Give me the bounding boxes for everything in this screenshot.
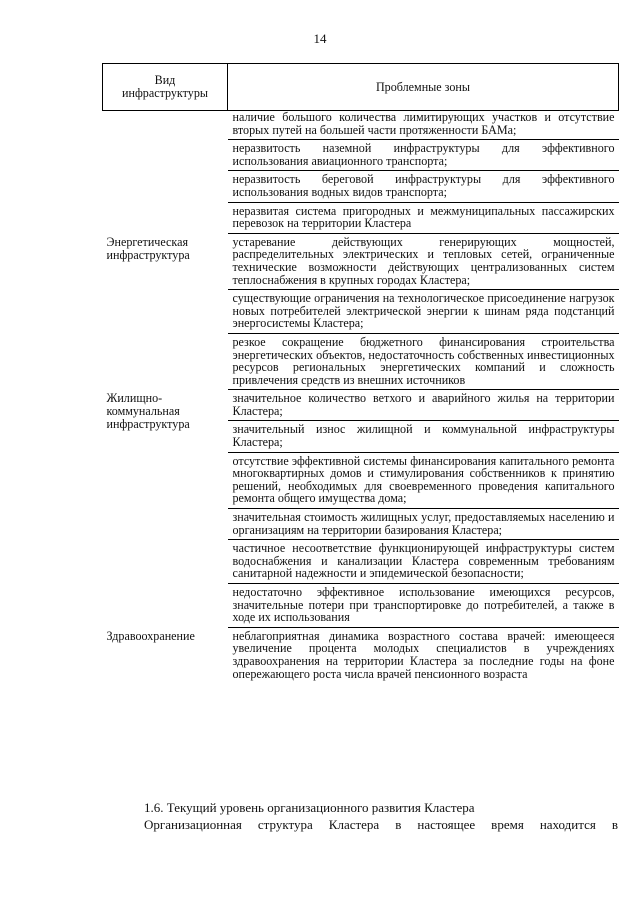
problem-item: отсутствие эффективной системы финансирования капитального ремонта многоквартирных домов и стимулирования собственников к принятию решений, необходимых для своевременного проведения капитального ремонта общего имущества дома; (228, 452, 619, 508)
header-problem-zones: Проблемные зоны (228, 64, 619, 111)
problem-zones-cell (228, 627, 619, 683)
problem-item: резкое сокращение бюджетного финансирования строительства энергетических объектов, недостаточность собственных инвестиционных ресурсов региональных энергетических компаний и сложность привлечения средств из внешних источников (228, 333, 619, 389)
problem-item: значительный износ жилищной и коммунальной инфраструктуры Кластера; (228, 420, 619, 451)
header-type-line-1: Вид (154, 73, 176, 87)
problem-item: недостаточно эффективное использование имеющихся ресурсов, значительные потери при транспортировке до потребителей, а также в ходе их использования (228, 583, 619, 627)
table-row (103, 627, 619, 683)
infrastructure-problems-table (102, 63, 619, 683)
header-infrastructure-type (103, 64, 228, 111)
infrastructure-type-cell: Жилищно-коммунальная инфраструктура (106, 391, 190, 432)
problem-item: наличие большого количества лимитирующих участков и отсутствие вторых путей на большей части протяженности БАМа; (232, 110, 615, 137)
problem-item: устаревание действующих генерирующих мощностей, распределительных электрических и тепловых сетей, ограниченные технические возможности действующих централизованных систем теплоснабжения в крупных городах Кластера; (228, 233, 619, 289)
problem-zones-cell (228, 111, 619, 233)
problem-item: неразвитость наземной инфраструктуры для эффективного использования авиационного транспорта; (228, 139, 619, 170)
problem-item: частичное несоответствие функционирующей инфраструктуры систем водоснабжения и канализации Кластера современным требованиям санитарной надежности и эпидемической безопасности; (228, 539, 619, 583)
body-paragraph: Организационная структура Кластера в настоящее время находится в (144, 817, 618, 832)
table-header-row (103, 64, 619, 111)
problem-item: значительная стоимость жилищных услуг, предоставляемых населению и организациям на территории базирования Кластера; (228, 508, 619, 539)
header-type-line-2: инфраструктуры (122, 86, 208, 100)
table-row (103, 389, 619, 627)
problem-item: значительное количество ветхого и аварийного жилья на территории Кластера; (228, 389, 619, 420)
problem-item: неразвитость береговой инфраструктуры для эффективного использования водных видов транспорта; (228, 170, 619, 201)
infrastructure-type-cell (103, 111, 228, 233)
problem-item: неразвитая система пригородных и межмуниципальных пассажирских перевозок на территории Кластера (228, 202, 619, 233)
section-heading: 1.6. Текущий уровень организационного развития Кластера (144, 800, 475, 815)
problem-zones-cell (228, 389, 619, 627)
infrastructure-type-cell: Здравоохранение (106, 628, 195, 643)
page-number: 14 (313, 31, 327, 46)
infrastructure-type-cell: Энергетическая инфраструктура (106, 234, 190, 262)
problem-zones-cell (228, 233, 619, 390)
table-row (103, 111, 619, 233)
problem-item: неблагоприятная динамика возрастного состава врачей: имеющееся увеличение процента молодых специалистов в учреждениях здравоохранения на территории Кластера за последние годы на фоне опережающего роста числа врачей пенсионного возраста (228, 627, 619, 683)
table-row (103, 233, 619, 390)
problem-item: существующие ограничения на технологическое присоединение нагрузок новых потребителей электрической энергии к шинам ряда подстанций энергосистемы Кластера; (228, 289, 619, 333)
